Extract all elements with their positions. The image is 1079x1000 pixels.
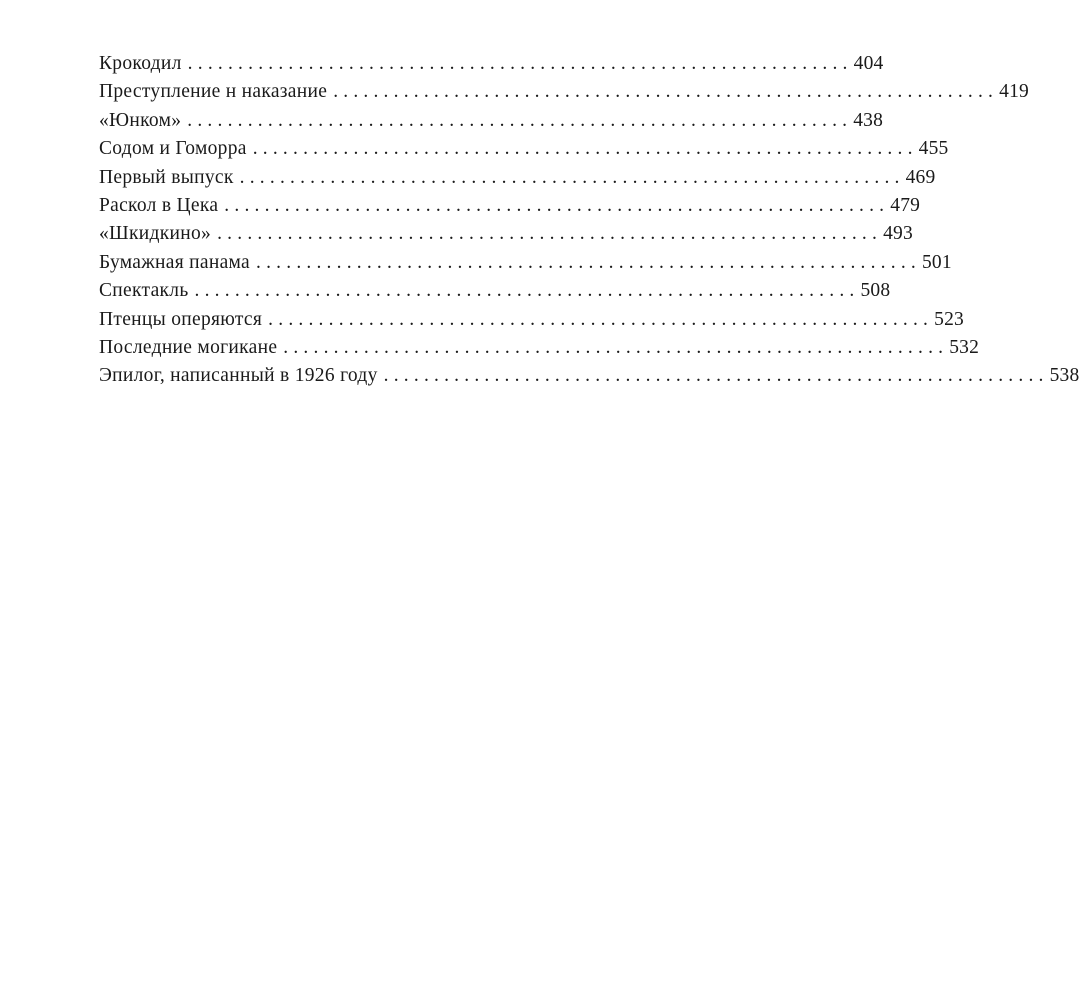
toc-entry — [99, 249, 952, 277]
toc-entry-title: Бумажная панама — [99, 251, 251, 273]
toc-entry-title: Крокодил — [99, 53, 182, 74]
toc-entry — [99, 164, 936, 192]
toc-entry-title: Эпилог, написанный в 1926 году — [99, 365, 378, 387]
toc-entry-title: Спектакль — [99, 280, 189, 302]
toc-page-number: 455 — [918, 138, 949, 160]
toc-page-number: 479 — [890, 194, 921, 216]
toc-entry-title: Преступление н наказание — [99, 81, 328, 103]
toc-dot-leader: .................................................................. — [224, 194, 890, 216]
toc-entry-title: «Юнком» — [99, 109, 182, 131]
toc-page-number: 469 — [905, 166, 936, 188]
toc-dot-leader: .................................................................. — [187, 53, 853, 74]
toc-entry — [99, 78, 1029, 106]
toc-entry-title: Раскол в Цека — [99, 194, 219, 216]
toc-dot-leader: .................................................................. — [194, 280, 860, 302]
toc-page-number: 532 — [949, 336, 980, 358]
toc-entry — [99, 50, 884, 78]
toc-page-number: 538 — [1049, 365, 1079, 387]
toc-entry — [99, 306, 964, 334]
table-of-contents — [99, 50, 1079, 391]
toc-page-number: 404 — [853, 53, 884, 74]
toc-page-number: 523 — [934, 308, 964, 330]
toc-dot-leader: .................................................................. — [256, 251, 921, 273]
toc-dot-leader: .................................................................. — [333, 81, 999, 103]
toc-entry — [99, 334, 980, 362]
toc-dot-leader: .................................................................. — [252, 138, 918, 160]
toc-entry — [99, 362, 1079, 390]
toc-dot-leader: .................................................................. — [187, 109, 853, 131]
toc-dot-leader: .................................................................. — [283, 336, 949, 358]
toc-entry — [99, 192, 921, 220]
toc-entry-title: «Шкидкино» — [99, 223, 212, 245]
toc-entry — [99, 107, 884, 135]
toc-entry-title: Птенцы оперяются — [99, 308, 263, 330]
toc-entry-title: Содом и Гоморра — [99, 138, 247, 160]
toc-entry — [99, 277, 891, 305]
toc-entry — [99, 220, 913, 248]
toc-entry — [99, 135, 949, 163]
toc-page-number: 508 — [860, 280, 891, 302]
toc-page-number: 493 — [883, 223, 913, 245]
toc-dot-leader: .................................................................. — [383, 365, 1049, 387]
toc-dot-leader: .................................................................. — [217, 223, 883, 245]
toc-entry-title: Первый выпуск — [99, 166, 234, 188]
toc-page-number: 419 — [999, 81, 1029, 103]
toc-page-number: 501 — [921, 251, 952, 273]
toc-page-number: 438 — [853, 109, 884, 131]
toc-dot-leader: .................................................................. — [239, 166, 905, 188]
toc-entry-title: Последние могикане — [99, 336, 278, 358]
toc-dot-leader: .................................................................. — [268, 308, 934, 330]
